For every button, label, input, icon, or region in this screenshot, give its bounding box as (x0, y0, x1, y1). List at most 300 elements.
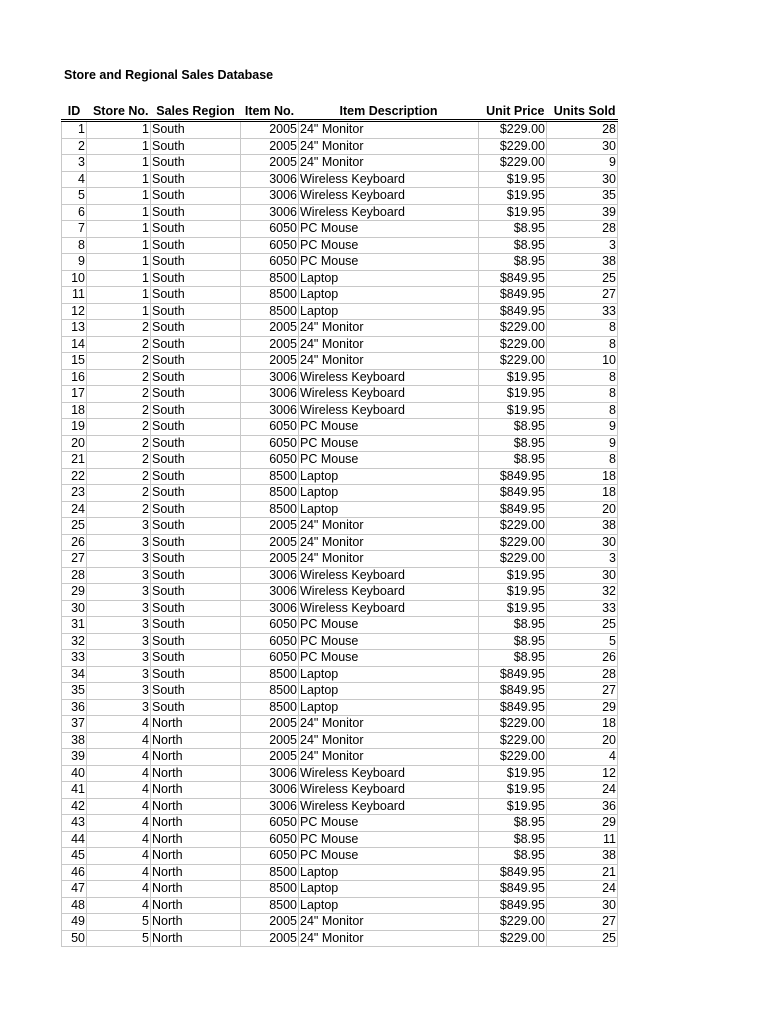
cell-item-description: Wireless Keyboard (299, 188, 479, 205)
cell-sales-region: South (151, 369, 241, 386)
cell-id: 6 (62, 204, 87, 221)
cell-store-no: 4 (87, 897, 151, 914)
cell-units-sold: 3 (547, 237, 618, 254)
cell-item-no: 3006 (241, 798, 299, 815)
cell-units-sold: 8 (547, 320, 618, 337)
cell-item-no: 6050 (241, 848, 299, 865)
table-row (62, 881, 618, 898)
cell-unit-price: $229.00 (479, 551, 547, 568)
cell-store-no: 4 (87, 732, 151, 749)
cell-store-no: 4 (87, 798, 151, 815)
cell-store-no: 1 (87, 138, 151, 155)
cell-item-no: 6050 (241, 221, 299, 238)
cell-id: 5 (62, 188, 87, 205)
cell-unit-price: $19.95 (479, 171, 547, 188)
cell-item-description: Laptop (299, 287, 479, 304)
cell-sales-region: South (151, 683, 241, 700)
cell-item-description: PC Mouse (299, 221, 479, 238)
column-header-store-no: Store No. (87, 103, 151, 121)
table-row (62, 897, 618, 914)
cell-sales-region: South (151, 468, 241, 485)
cell-item-no: 2005 (241, 138, 299, 155)
cell-sales-region: South (151, 336, 241, 353)
cell-unit-price: $849.95 (479, 683, 547, 700)
cell-id: 41 (62, 782, 87, 799)
cell-item-description: Laptop (299, 683, 479, 700)
cell-unit-price: $229.00 (479, 930, 547, 947)
cell-sales-region: South (151, 171, 241, 188)
cell-item-no: 3006 (241, 188, 299, 205)
cell-units-sold: 24 (547, 881, 618, 898)
cell-unit-price: $849.95 (479, 897, 547, 914)
cell-item-description: 24" Monitor (299, 518, 479, 535)
cell-id: 18 (62, 402, 87, 419)
cell-id: 3 (62, 155, 87, 172)
table-row (62, 732, 618, 749)
cell-store-no: 2 (87, 435, 151, 452)
cell-units-sold: 27 (547, 287, 618, 304)
cell-units-sold: 4 (547, 749, 618, 766)
table-row (62, 815, 618, 832)
cell-item-description: PC Mouse (299, 254, 479, 271)
cell-unit-price: $8.95 (479, 633, 547, 650)
cell-id: 7 (62, 221, 87, 238)
cell-units-sold: 20 (547, 732, 618, 749)
cell-units-sold: 36 (547, 798, 618, 815)
cell-sales-region: South (151, 584, 241, 601)
cell-store-no: 1 (87, 188, 151, 205)
cell-units-sold: 38 (547, 848, 618, 865)
cell-unit-price: $229.00 (479, 716, 547, 733)
cell-id: 11 (62, 287, 87, 304)
cell-store-no: 1 (87, 171, 151, 188)
table-row (62, 204, 618, 221)
cell-store-no: 3 (87, 518, 151, 535)
cell-units-sold: 18 (547, 485, 618, 502)
cell-unit-price: $229.00 (479, 732, 547, 749)
cell-sales-region: North (151, 716, 241, 733)
cell-store-no: 2 (87, 369, 151, 386)
cell-units-sold: 25 (547, 930, 618, 947)
table-row (62, 468, 618, 485)
cell-item-description: Laptop (299, 666, 479, 683)
cell-store-no: 4 (87, 749, 151, 766)
cell-item-no: 2005 (241, 121, 299, 139)
cell-item-description: Laptop (299, 864, 479, 881)
cell-store-no: 1 (87, 237, 151, 254)
cell-unit-price: $19.95 (479, 386, 547, 403)
cell-unit-price: $849.95 (479, 287, 547, 304)
cell-sales-region: North (151, 897, 241, 914)
cell-item-description: Laptop (299, 881, 479, 898)
cell-id: 37 (62, 716, 87, 733)
cell-item-no: 3006 (241, 782, 299, 799)
cell-item-no: 2005 (241, 518, 299, 535)
cell-unit-price: $8.95 (479, 617, 547, 634)
table-body (62, 121, 618, 947)
cell-units-sold: 5 (547, 633, 618, 650)
cell-unit-price: $8.95 (479, 221, 547, 238)
cell-id: 4 (62, 171, 87, 188)
cell-item-no: 3006 (241, 369, 299, 386)
cell-store-no: 3 (87, 567, 151, 584)
cell-store-no: 1 (87, 287, 151, 304)
column-header-unit-price: Unit Price (479, 103, 547, 121)
cell-item-description: 24" Monitor (299, 138, 479, 155)
cell-store-no: 1 (87, 121, 151, 139)
cell-item-description: 24" Monitor (299, 930, 479, 947)
cell-unit-price: $229.00 (479, 138, 547, 155)
cell-store-no: 3 (87, 633, 151, 650)
cell-sales-region: South (151, 402, 241, 419)
header-row (62, 103, 618, 121)
cell-item-description: 24" Monitor (299, 336, 479, 353)
cell-sales-region: North (151, 881, 241, 898)
cell-id: 23 (62, 485, 87, 502)
table-row (62, 138, 618, 155)
cell-item-no: 8500 (241, 468, 299, 485)
cell-id: 2 (62, 138, 87, 155)
cell-id: 30 (62, 600, 87, 617)
table-row (62, 287, 618, 304)
table-row (62, 600, 618, 617)
cell-unit-price: $8.95 (479, 650, 547, 667)
cell-item-no: 6050 (241, 617, 299, 634)
column-header-sales-region: Sales Region (151, 103, 241, 121)
cell-item-description: Laptop (299, 485, 479, 502)
table-row (62, 320, 618, 337)
cell-item-description: Laptop (299, 303, 479, 320)
cell-item-no: 8500 (241, 897, 299, 914)
cell-id: 35 (62, 683, 87, 700)
cell-item-no: 8500 (241, 864, 299, 881)
cell-item-description: 24" Monitor (299, 320, 479, 337)
cell-item-description: PC Mouse (299, 617, 479, 634)
cell-store-no: 2 (87, 468, 151, 485)
cell-sales-region: North (151, 765, 241, 782)
cell-item-description: Wireless Keyboard (299, 171, 479, 188)
cell-store-no: 3 (87, 584, 151, 601)
cell-sales-region: South (151, 221, 241, 238)
table-row (62, 270, 618, 287)
cell-id: 43 (62, 815, 87, 832)
cell-units-sold: 30 (547, 897, 618, 914)
cell-item-no: 2005 (241, 336, 299, 353)
cell-item-no: 2005 (241, 749, 299, 766)
cell-sales-region: South (151, 567, 241, 584)
table-row (62, 419, 618, 436)
cell-unit-price: $19.95 (479, 584, 547, 601)
cell-units-sold: 30 (547, 171, 618, 188)
cell-item-no: 2005 (241, 551, 299, 568)
cell-store-no: 1 (87, 204, 151, 221)
cell-sales-region: South (151, 419, 241, 436)
table-row (62, 452, 618, 469)
cell-unit-price: $19.95 (479, 204, 547, 221)
cell-units-sold: 3 (547, 551, 618, 568)
cell-item-description: Wireless Keyboard (299, 369, 479, 386)
cell-units-sold: 12 (547, 765, 618, 782)
cell-item-description: 24" Monitor (299, 353, 479, 370)
cell-id: 12 (62, 303, 87, 320)
cell-item-description: PC Mouse (299, 419, 479, 436)
cell-sales-region: South (151, 237, 241, 254)
cell-sales-region: North (151, 732, 241, 749)
table-row (62, 501, 618, 518)
cell-store-no: 4 (87, 848, 151, 865)
cell-sales-region: South (151, 353, 241, 370)
column-header-item-no: Item No. (241, 103, 299, 121)
cell-item-no: 8500 (241, 287, 299, 304)
cell-item-no: 3006 (241, 386, 299, 403)
table-row (62, 666, 618, 683)
cell-item-description: PC Mouse (299, 848, 479, 865)
cell-item-no: 2005 (241, 534, 299, 551)
cell-item-no: 8500 (241, 501, 299, 518)
cell-unit-price: $849.95 (479, 501, 547, 518)
cell-store-no: 1 (87, 254, 151, 271)
cell-units-sold: 10 (547, 353, 618, 370)
table-row (62, 683, 618, 700)
table-row (62, 749, 618, 766)
cell-store-no: 2 (87, 452, 151, 469)
cell-item-no: 8500 (241, 699, 299, 716)
cell-item-description: Wireless Keyboard (299, 798, 479, 815)
cell-id: 8 (62, 237, 87, 254)
cell-item-description: Laptop (299, 699, 479, 716)
cell-item-description: 24" Monitor (299, 732, 479, 749)
cell-item-no: 3006 (241, 584, 299, 601)
table-row (62, 518, 618, 535)
cell-sales-region: North (151, 831, 241, 848)
cell-item-no: 2005 (241, 716, 299, 733)
cell-item-description: 24" Monitor (299, 749, 479, 766)
cell-unit-price: $849.95 (479, 303, 547, 320)
cell-units-sold: 28 (547, 666, 618, 683)
table-row (62, 914, 618, 931)
cell-sales-region: South (151, 666, 241, 683)
table-row (62, 798, 618, 815)
cell-id: 20 (62, 435, 87, 452)
cell-units-sold: 8 (547, 452, 618, 469)
cell-item-no: 3006 (241, 567, 299, 584)
cell-store-no: 4 (87, 831, 151, 848)
table-row (62, 848, 618, 865)
cell-item-description: PC Mouse (299, 633, 479, 650)
cell-store-no: 2 (87, 402, 151, 419)
cell-item-description: Laptop (299, 468, 479, 485)
cell-unit-price: $229.00 (479, 336, 547, 353)
cell-item-no: 2005 (241, 353, 299, 370)
table-row (62, 534, 618, 551)
table-row (62, 551, 618, 568)
cell-item-no: 8500 (241, 666, 299, 683)
cell-id: 33 (62, 650, 87, 667)
cell-sales-region: South (151, 534, 241, 551)
cell-sales-region: South (151, 518, 241, 535)
table-row (62, 584, 618, 601)
cell-unit-price: $19.95 (479, 798, 547, 815)
table-row (62, 633, 618, 650)
cell-item-no: 3006 (241, 204, 299, 221)
cell-units-sold: 8 (547, 386, 618, 403)
cell-sales-region: South (151, 204, 241, 221)
cell-unit-price: $229.00 (479, 914, 547, 931)
cell-item-no: 6050 (241, 650, 299, 667)
table-row (62, 650, 618, 667)
cell-item-description: Laptop (299, 501, 479, 518)
cell-unit-price: $229.00 (479, 155, 547, 172)
cell-item-description: 24" Monitor (299, 716, 479, 733)
table-row (62, 402, 618, 419)
table-row (62, 567, 618, 584)
table-row (62, 171, 618, 188)
cell-units-sold: 20 (547, 501, 618, 518)
cell-store-no: 2 (87, 419, 151, 436)
cell-sales-region: South (151, 699, 241, 716)
cell-units-sold: 39 (547, 204, 618, 221)
cell-unit-price: $8.95 (479, 419, 547, 436)
column-header-item-description: Item Description (299, 103, 479, 121)
cell-id: 46 (62, 864, 87, 881)
cell-id: 15 (62, 353, 87, 370)
cell-id: 16 (62, 369, 87, 386)
cell-units-sold: 18 (547, 716, 618, 733)
cell-item-description: Laptop (299, 270, 479, 287)
cell-units-sold: 28 (547, 221, 618, 238)
cell-id: 32 (62, 633, 87, 650)
cell-store-no: 1 (87, 155, 151, 172)
cell-unit-price: $19.95 (479, 402, 547, 419)
cell-item-no: 8500 (241, 485, 299, 502)
cell-unit-price: $849.95 (479, 666, 547, 683)
cell-store-no: 3 (87, 683, 151, 700)
cell-item-no: 6050 (241, 419, 299, 436)
cell-unit-price: $8.95 (479, 831, 547, 848)
cell-sales-region: South (151, 617, 241, 634)
cell-sales-region: North (151, 798, 241, 815)
table-row (62, 221, 618, 238)
cell-id: 50 (62, 930, 87, 947)
cell-sales-region: North (151, 914, 241, 931)
cell-unit-price: $849.95 (479, 485, 547, 502)
cell-store-no: 3 (87, 617, 151, 634)
cell-unit-price: $849.95 (479, 881, 547, 898)
cell-id: 22 (62, 468, 87, 485)
cell-sales-region: South (151, 452, 241, 469)
cell-unit-price: $8.95 (479, 452, 547, 469)
cell-item-no: 2005 (241, 914, 299, 931)
cell-id: 13 (62, 320, 87, 337)
cell-id: 38 (62, 732, 87, 749)
cell-sales-region: South (151, 386, 241, 403)
cell-item-description: Wireless Keyboard (299, 600, 479, 617)
cell-item-description: PC Mouse (299, 831, 479, 848)
cell-id: 45 (62, 848, 87, 865)
cell-item-description: PC Mouse (299, 815, 479, 832)
cell-id: 42 (62, 798, 87, 815)
cell-unit-price: $19.95 (479, 765, 547, 782)
cell-item-description: Wireless Keyboard (299, 782, 479, 799)
cell-store-no: 2 (87, 336, 151, 353)
cell-store-no: 4 (87, 765, 151, 782)
cell-unit-price: $229.00 (479, 749, 547, 766)
cell-unit-price: $8.95 (479, 435, 547, 452)
cell-item-description: Wireless Keyboard (299, 765, 479, 782)
cell-units-sold: 24 (547, 782, 618, 799)
cell-store-no: 2 (87, 320, 151, 337)
cell-sales-region: North (151, 782, 241, 799)
cell-units-sold: 8 (547, 369, 618, 386)
cell-units-sold: 21 (547, 864, 618, 881)
table-row (62, 716, 618, 733)
cell-units-sold: 32 (547, 584, 618, 601)
cell-id: 19 (62, 419, 87, 436)
cell-item-description: 24" Monitor (299, 121, 479, 139)
cell-unit-price: $19.95 (479, 369, 547, 386)
table-row (62, 369, 618, 386)
cell-item-description: PC Mouse (299, 650, 479, 667)
cell-unit-price: $8.95 (479, 848, 547, 865)
cell-item-no: 6050 (241, 831, 299, 848)
cell-unit-price: $19.95 (479, 188, 547, 205)
cell-id: 34 (62, 666, 87, 683)
table-row (62, 435, 618, 452)
cell-store-no: 3 (87, 600, 151, 617)
cell-store-no: 1 (87, 221, 151, 238)
cell-item-description: PC Mouse (299, 452, 479, 469)
cell-item-description: Wireless Keyboard (299, 402, 479, 419)
cell-item-no: 8500 (241, 303, 299, 320)
cell-unit-price: $19.95 (479, 567, 547, 584)
cell-store-no: 4 (87, 782, 151, 799)
cell-item-no: 3006 (241, 402, 299, 419)
cell-sales-region: South (151, 188, 241, 205)
cell-unit-price: $19.95 (479, 600, 547, 617)
cell-store-no: 3 (87, 650, 151, 667)
cell-store-no: 1 (87, 270, 151, 287)
cell-units-sold: 9 (547, 419, 618, 436)
table-row (62, 485, 618, 502)
cell-item-description: Laptop (299, 897, 479, 914)
cell-item-description: 24" Monitor (299, 551, 479, 568)
cell-store-no: 3 (87, 534, 151, 551)
cell-sales-region: South (151, 633, 241, 650)
cell-units-sold: 9 (547, 435, 618, 452)
cell-sales-region: South (151, 320, 241, 337)
cell-units-sold: 30 (547, 138, 618, 155)
column-header-units-sold: Units Sold (547, 103, 618, 121)
cell-sales-region: South (151, 303, 241, 320)
page-title: Store and Regional Sales Database (64, 68, 274, 82)
cell-item-description: PC Mouse (299, 237, 479, 254)
cell-id: 40 (62, 765, 87, 782)
table-row (62, 237, 618, 254)
cell-units-sold: 25 (547, 617, 618, 634)
cell-item-no: 2005 (241, 930, 299, 947)
cell-units-sold: 25 (547, 270, 618, 287)
cell-sales-region: South (151, 270, 241, 287)
cell-unit-price: $849.95 (479, 864, 547, 881)
cell-id: 44 (62, 831, 87, 848)
cell-store-no: 2 (87, 353, 151, 370)
cell-units-sold: 8 (547, 402, 618, 419)
cell-units-sold: 11 (547, 831, 618, 848)
cell-item-no: 3006 (241, 765, 299, 782)
cell-sales-region: North (151, 864, 241, 881)
cell-units-sold: 26 (547, 650, 618, 667)
cell-unit-price: $849.95 (479, 468, 547, 485)
